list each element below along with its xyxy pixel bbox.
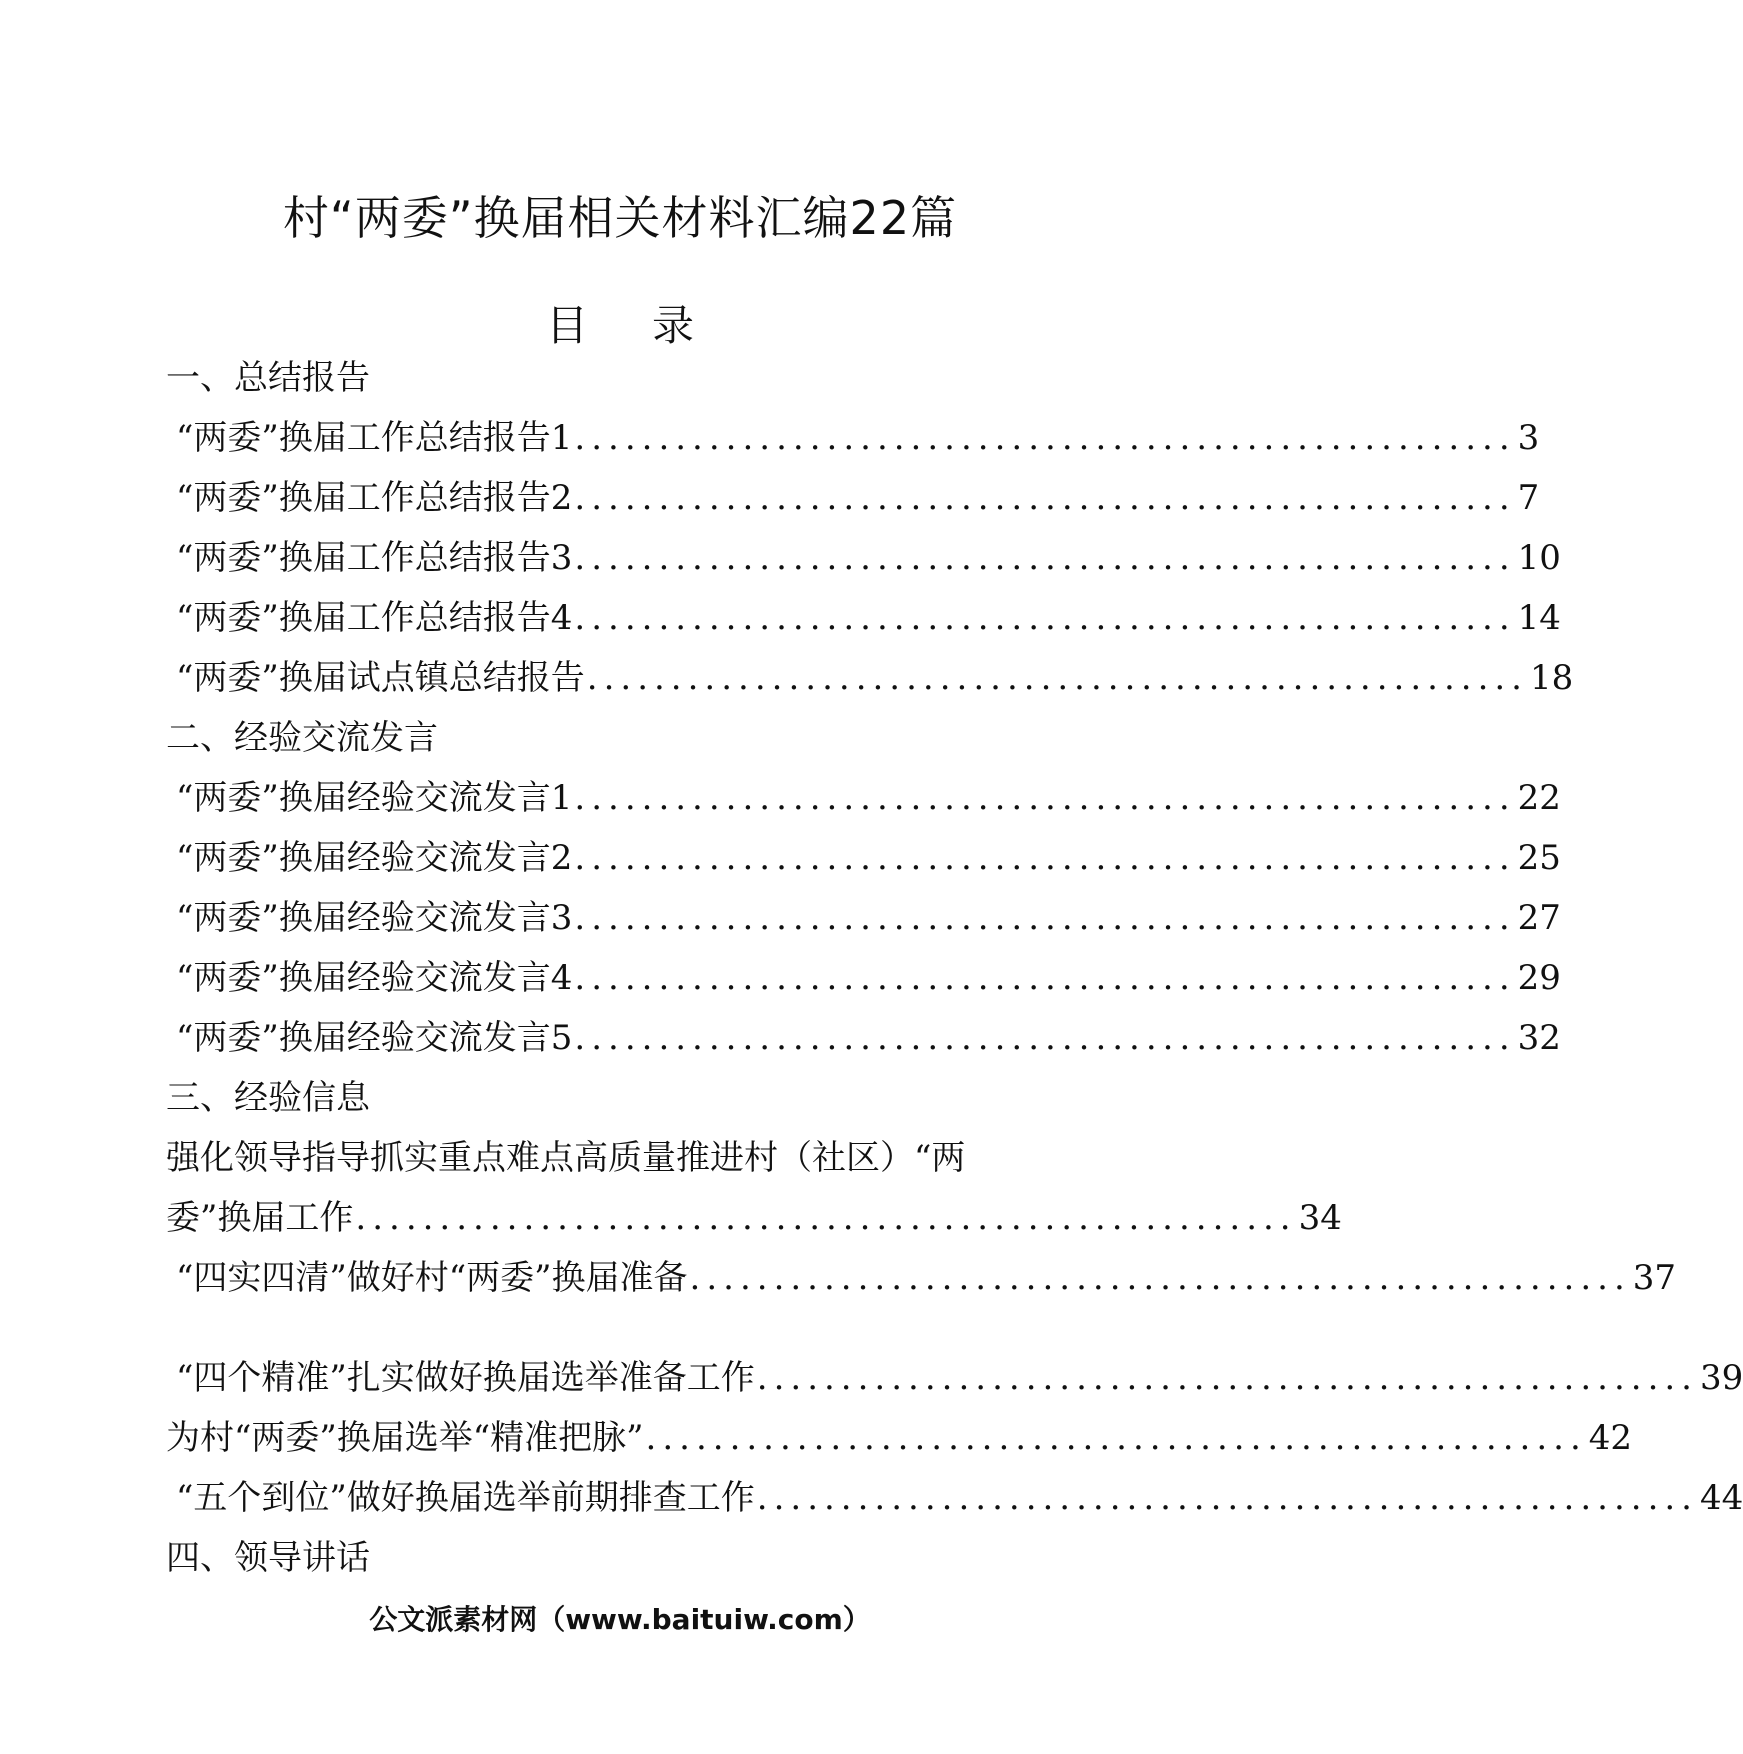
toc-entry[interactable] (166, 648, 1574, 708)
toc-entry-page: 29 (1517, 958, 1561, 998)
toc-leader-dots: ........................................................ (574, 598, 1516, 638)
toc-section-heading: 一、总结报告 (166, 358, 370, 398)
toc-leader-dots: ........................................................ (574, 418, 1516, 458)
toc-entry-label: “五个到位”做好换届选举前期排查工作 (176, 1478, 755, 1518)
toc-entry[interactable] (166, 468, 1540, 528)
toc-section-heading: 三、经验信息 (166, 1078, 370, 1118)
toc-leader-dots: ........................................................ (574, 958, 1516, 998)
toc-leader-dots: ........................................................ (574, 778, 1516, 818)
toc-entry-page: 34 (1298, 1198, 1342, 1238)
toc-entry[interactable] (166, 948, 1561, 1008)
toc-leader-dots: ........................................................ (574, 478, 1516, 518)
toc-entry-label: “四个精准”扎实做好换届选举准备工作 (176, 1358, 755, 1398)
toc-entry-label: 委”换届工作 (166, 1198, 354, 1238)
toc-leader-dots: ........................................................ (355, 1198, 1297, 1238)
toc-entry-page: 14 (1517, 598, 1561, 638)
toc-entry-page: 39 (1700, 1358, 1743, 1398)
toc-heading (0, 298, 1240, 354)
toc-entry[interactable] (166, 528, 1561, 588)
toc-entry-label-line1: 强化领导指导抓实重点难点高质量推进村（社区）“两 (166, 1138, 966, 1178)
toc-leader-dots: ........................................................ (574, 838, 1516, 878)
toc-section-heading: 四、领导讲话 (166, 1538, 370, 1578)
table-of-contents (166, 348, 1743, 1588)
toc-entry-label: “两委”换届工作总结报告3 (176, 538, 573, 578)
toc-entry[interactable] (166, 888, 1561, 948)
toc-entry[interactable] (166, 1348, 1743, 1408)
toc-entry-label: “两委”换届经验交流发言4 (176, 958, 573, 998)
toc-entry[interactable] (166, 828, 1561, 888)
toc-leader-dots: ........................................................ (756, 1358, 1698, 1398)
toc-leader-dots: ........................................................ (689, 1258, 1631, 1298)
toc-entry-page: 10 (1517, 538, 1561, 578)
toc-entry-page: 42 (1588, 1418, 1633, 1458)
toc-heading-char-2: 录 (652, 301, 695, 350)
toc-entry-label: “两委”换届工作总结报告4 (176, 598, 573, 638)
toc-heading-char-1: 目 (545, 301, 588, 350)
toc-leader-dots: ........................................................ (645, 1418, 1587, 1458)
toc-entry-page: 22 (1517, 778, 1561, 818)
toc-leader-dots: ........................................................ (586, 658, 1528, 698)
toc-entry-label: “两委”换届工作总结报告1 (176, 418, 573, 458)
toc-entry[interactable] (166, 1188, 1342, 1248)
toc-entry-page: 27 (1517, 898, 1561, 938)
toc-leader-dots: ........................................................ (756, 1478, 1698, 1518)
toc-entry-page: 32 (1517, 1018, 1561, 1058)
toc-entry-label: “两委”换届试点镇总结报告 (176, 658, 585, 698)
toc-entry-label: 为村“两委”换届选举“精准把脉” (166, 1418, 644, 1458)
toc-entry-page: 44 (1700, 1478, 1743, 1518)
document-title: 村“两委”换届相关材料汇编22篇 (282, 191, 958, 245)
toc-leader-dots: ........................................................ (574, 1018, 1516, 1058)
toc-entry[interactable] (166, 768, 1561, 828)
toc-entry-page: 25 (1517, 838, 1561, 878)
toc-entry-label: “两委”换届工作总结报告2 (176, 478, 573, 518)
toc-entry-label: “两委”换届经验交流发言1 (176, 778, 573, 818)
toc-entry[interactable] (166, 1008, 1561, 1068)
toc-entry[interactable] (166, 588, 1561, 648)
toc-entry-page: 18 (1530, 658, 1574, 698)
toc-entry-label: “两委”换届经验交流发言5 (176, 1018, 573, 1058)
toc-section-heading: 二、经验交流发言 (166, 718, 438, 758)
toc-entry-page: 37 (1632, 1258, 1677, 1298)
toc-spacer (166, 1308, 1074, 1348)
toc-entry-label: “两委”换届经验交流发言2 (176, 838, 573, 878)
toc-entry-wrapped-line[interactable] (166, 1128, 1074, 1188)
toc-entry-label: “两委”换届经验交流发言3 (176, 898, 573, 938)
toc-entry-page: 7 (1517, 478, 1540, 518)
toc-entry[interactable] (166, 1468, 1743, 1528)
toc-entry[interactable] (166, 408, 1540, 468)
toc-entry-label: “四实四清”做好村“两委”换届准备 (176, 1258, 688, 1298)
toc-entry[interactable] (166, 1248, 1677, 1308)
toc-entry[interactable] (166, 1408, 1633, 1468)
toc-leader-dots: ........................................................ (574, 538, 1516, 578)
footer-watermark-text: 公文派素材网（www.baituiw.com） (369, 1603, 871, 1636)
toc-leader-dots: ........................................................ (574, 898, 1516, 938)
toc-entry-page: 3 (1517, 418, 1540, 458)
